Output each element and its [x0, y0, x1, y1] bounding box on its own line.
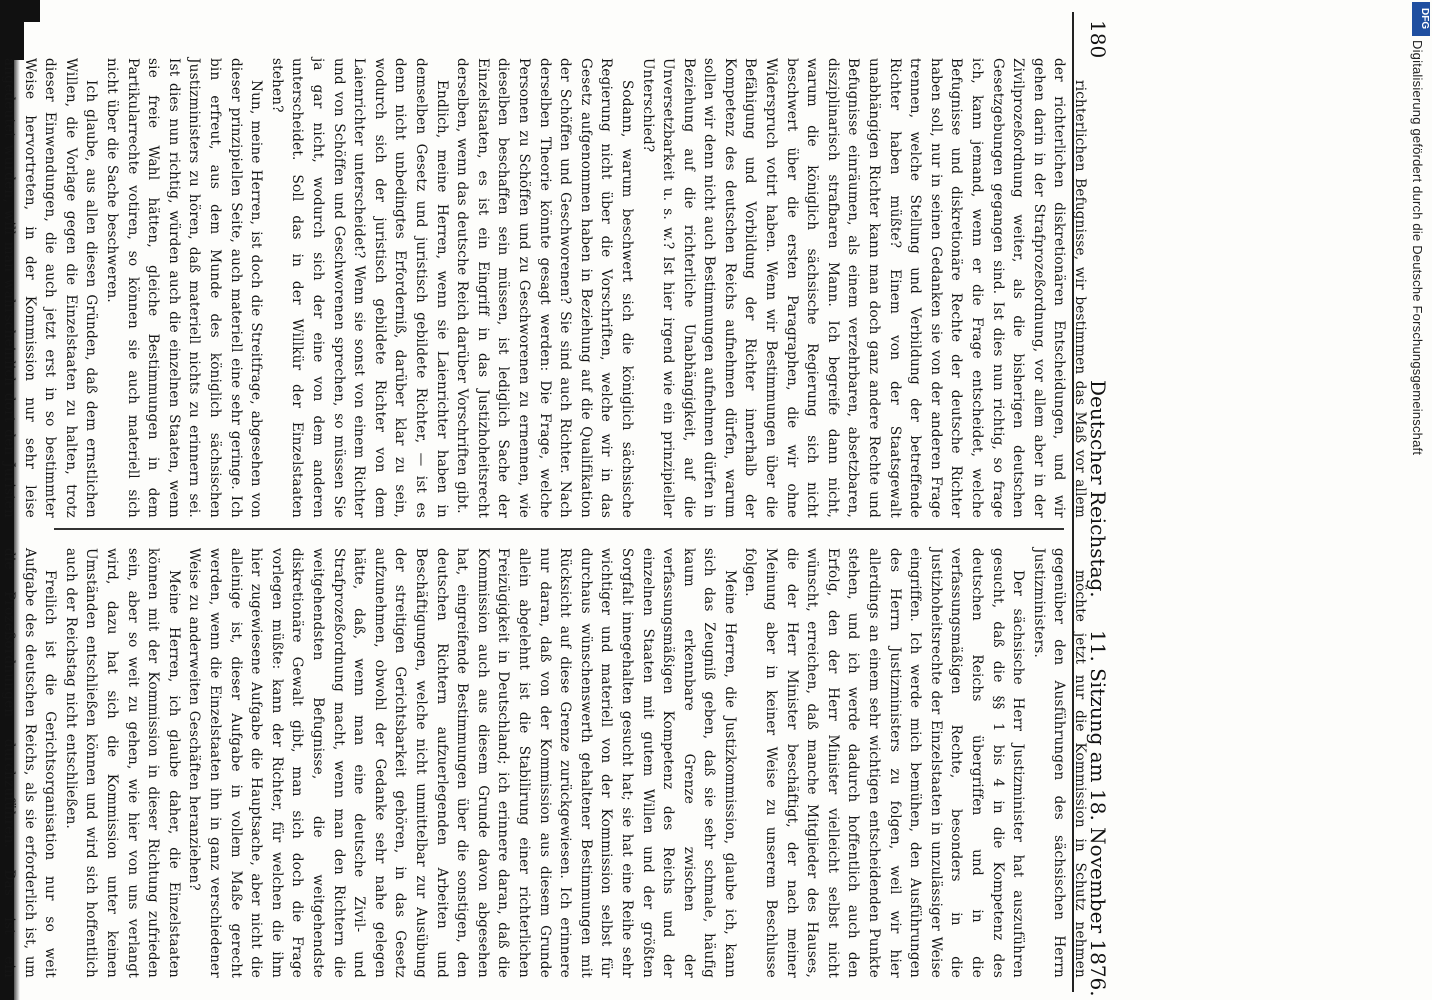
digitization-credit — [1405, 40, 1429, 600]
left-column-paragraph: Meine Herren, die Justizkommission, glaube ich, kann sich das Zeugniß geben, daß sie sehr schmale, häufig kaum erkennbare Grenze zwischen der verfassungsmäßigen Kompetenz des Reichs und der einzelnen Staaten mit gutem Willen und der größten Sorgfalt innegehalten gesucht hat; sie hat eine Reihe sehr wichtiger und materiell von der Kommission selbst für durchaus wünschenswerth gehaltener Bestimmungen mit Rücksicht auf diese Grenze zurückgewiesen. Ich erinnere nur daran, daß von der Kommission aus diesem Grunde allein abgelehnt ist die Stabilirung einer richterlichen Freizügigkeit in Deutschland; ich erinnere daran, daß die Kommission auch aus diesem Grunde davon abgesehen hat, eingreifende Bestimmungen über die sonstigen, den deutschen Richtern aufzuerlegenden Arbeiten und Beschäftigungen, welche nicht unmittelbar zur Ausübung der streitigen Gerichtsbarkeit gehören, in das Gesetz aufzunehmen, obwohl der Gedanke sehr nahe gelegen hätte, daß, wenn man eine deutsche Zivil- und Strafprozeßordnung macht, wenn man den Richtern die weitgehendsten Befugnisse, die weitgehendste diskretionäre Gewalt gibt, man sich doch die Frage vorlegen müßte: kann der Richter, für welchen die ihm hier zugewiesene Aufgabe die Hauptsache, aber nicht die alleinige ist, dieser Aufgabe in vollem Maße gerecht werden, wenn die Einzelstaaten ihn in ganz verschiedener Weise zu anderweiten Geschäften heranziehen? — [186, 548, 738, 978]
right-column-paragraph: Sodann, warum beschwert sich die königlich sächsische Regierung nicht über die Vorschriften, welche wir in das Gesetz aufgenommen haben in Beziehung auf die Qualifikation der Schöffen und Geschworenen? Sie sind auch Richter. Nach derselben Theorie könnte gesagt werden: Die Frage, welche Personen zu Schöffen und zu Geschworenen zu ernennen, wie dieselben beschaffen sein müssen, ist lediglich Sache der Einzelstaaten, es ist ein Eingriff in das Justizhoheitsrecht derselben, wenn das deutsche Reich darüber Vorschriften gibt. — [454, 58, 635, 518]
column-divider — [54, 528, 1064, 530]
left-column — [1, 548, 1090, 978]
right-column-paragraph: Nun, meine Herren, ist doch die Streitfrage, abgesehen von dieser prinzipiellen Seite, auch materiell eine sehr geringe. Ich bin erfreut, aus dem Munde des königlich sächsischen Justizministers zu hören, daß materiell nichts zu erinnern sei. Ist dies nun richtig, würden auch die einzelnen Staaten, wenn sie freie Wahl hätten, gleiche Bestimmungen in dem Partikularrechte votiren, so können sie auch materiell sich nicht über die Sache beschweren. — [104, 58, 265, 518]
right-column-paragraph: Endlich, meine Herren, wenn sie Laienrichter haben in demselben Gesetz und juristisch gebildete Richter, — ist es denn nicht unbedingtes Erforderniß, darüber klar zu sein, wodurch sich der juristisch gebildete Richter von dem Laienrichter unterscheidet? Wenn sie sonst von einem Richter und von Schöffen und Geschworenen sprechen, so müssen Sie ja gar nicht, wodurch sich der eine von dem anderen unterscheidet. Soll das in der Willkür der Einzelstaaten stehen? — [268, 58, 450, 518]
page-number: 180 — [1086, 20, 1110, 59]
right-column-paragraph: Ich glaube, aus allen diesen Gründen, daß dem ernstlichen Willen, die Vorlage gegen die Einzelstaaten zu halten, trotz dieser Einwendungen, die auch jetzt erst in so bestimmter Weise hervortreten, in der Kommission nur sehr leise angedeutet wurden, will man wahrscheinlich dort den Juristen — [1, 58, 100, 518]
right-column-paragraph: richterlichen Befugnisse, wir bestimmen das Maß vor allem der richterlichen diskretionären Entscheidungen, und wir gehen darin in der Strafprozeßordnung, vor allem aber in der Zivilprozeßordnung weiter, als die bisherigen deutschen Gesetzgebungen gegangen sind. Ist dies nun richtig, so frage ich, kann jemand, wenn er die Frage entscheidet, welche Befugnisse und diskretionäre Rechte der deutsche Richter haben soll, nur in seinen Gedanken sie von der anderen Frage trennen, welche Stellung und Verbildung der betreffende Richter haben müßte? Einem von der Staatsgewalt unabhängigen Richter kann man doch ganz andere Rechte und Befugnisse einräumen, als einem verzehrbaren, absetzbaren, disziplinarisch strafbaren Mann. Ich begreife dann nicht, warum die königlich sächsische Regierung sich nicht beschwert über die ersten Paragraphen, die wir ohne Widerspruch votirt haben. Wenn wir Bestimmungen über die Befähigung und Vorbildung der Richter innerhalb der Kompetenz des deutschen Reichs aufnehmen dürfen, warum sollen wir denn nicht auch Bestimmungen aufnehmen dürfen in Beziehung auf die richterliche Unabhängigkeit, auf die Unversetzbarkeit u. s. w.? Ist hier irgend wie ein prinzipieller Unterschied? — [639, 58, 1088, 518]
credit-text: Digitalisierung gefördert durch die Deutsche Forschungsgemeinschaft — [1410, 40, 1425, 456]
right-column — [1, 58, 1090, 518]
session-title: 11. Sitzung am 18. November 1876. — [1086, 630, 1110, 997]
left-column-paragraph: Der sächsische Herr Justizminister hat auszuführen gesucht, daß die §§ 1 bis 4 in die Kompetenz des deutschen Reichs übergriffen und in die verfassungsmäßigen Rechte, besonders in die Justizhoheitsrechte der Einzelstaaten in unzulässiger Weise eingriffen. Ich werde mich bemühen, den Ausführungen des Herrn Justizministers zu folgen, weil wir hier allerdings an einem sehr wichtigen entscheidenden Punkte stehen, und ich werde dadurch hoffentlich auch den Erfolg, den der Herr Minister vielleicht selbst nicht wünscht, erreichen, daß manche Mitglieder des Hauses, die der Herr Minister beschäftigt, der nach meiner Meinung aber in keiner Weise zu unserem Beschlusse folgen. — [742, 548, 1027, 978]
left-column-paragraph: Freilich ist die Gerichtsorganisation nur so weit Aufgabe des deutschen Reichs, als sie erforderlich ist, um die Prozeßordnungen durchzuführen. Das ist ein — [1, 548, 59, 978]
left-column-paragraph: Meine Herren, ich glaube daher, die Einzelstaaten können mit der Kommission in dieser Richtung zufrieden sein, aber so weit zu gehen, wie hier von uns verlangt wird, dazu hat sich die Kommission unter keinen Umständen entschließen können und wird sich hoffentlich auch der Reichstag nicht entschließen. — [62, 548, 182, 978]
left-column-paragraph: möchte jetzt nur die Kommission in Schutz nehmen gegenüber den Ausführungen des sächsischen Herrn Justizministers. — [1030, 548, 1088, 978]
dfg-logo: DFG — [1412, 2, 1430, 36]
journal-title: Deutscher Reichstag. — [1086, 380, 1110, 598]
